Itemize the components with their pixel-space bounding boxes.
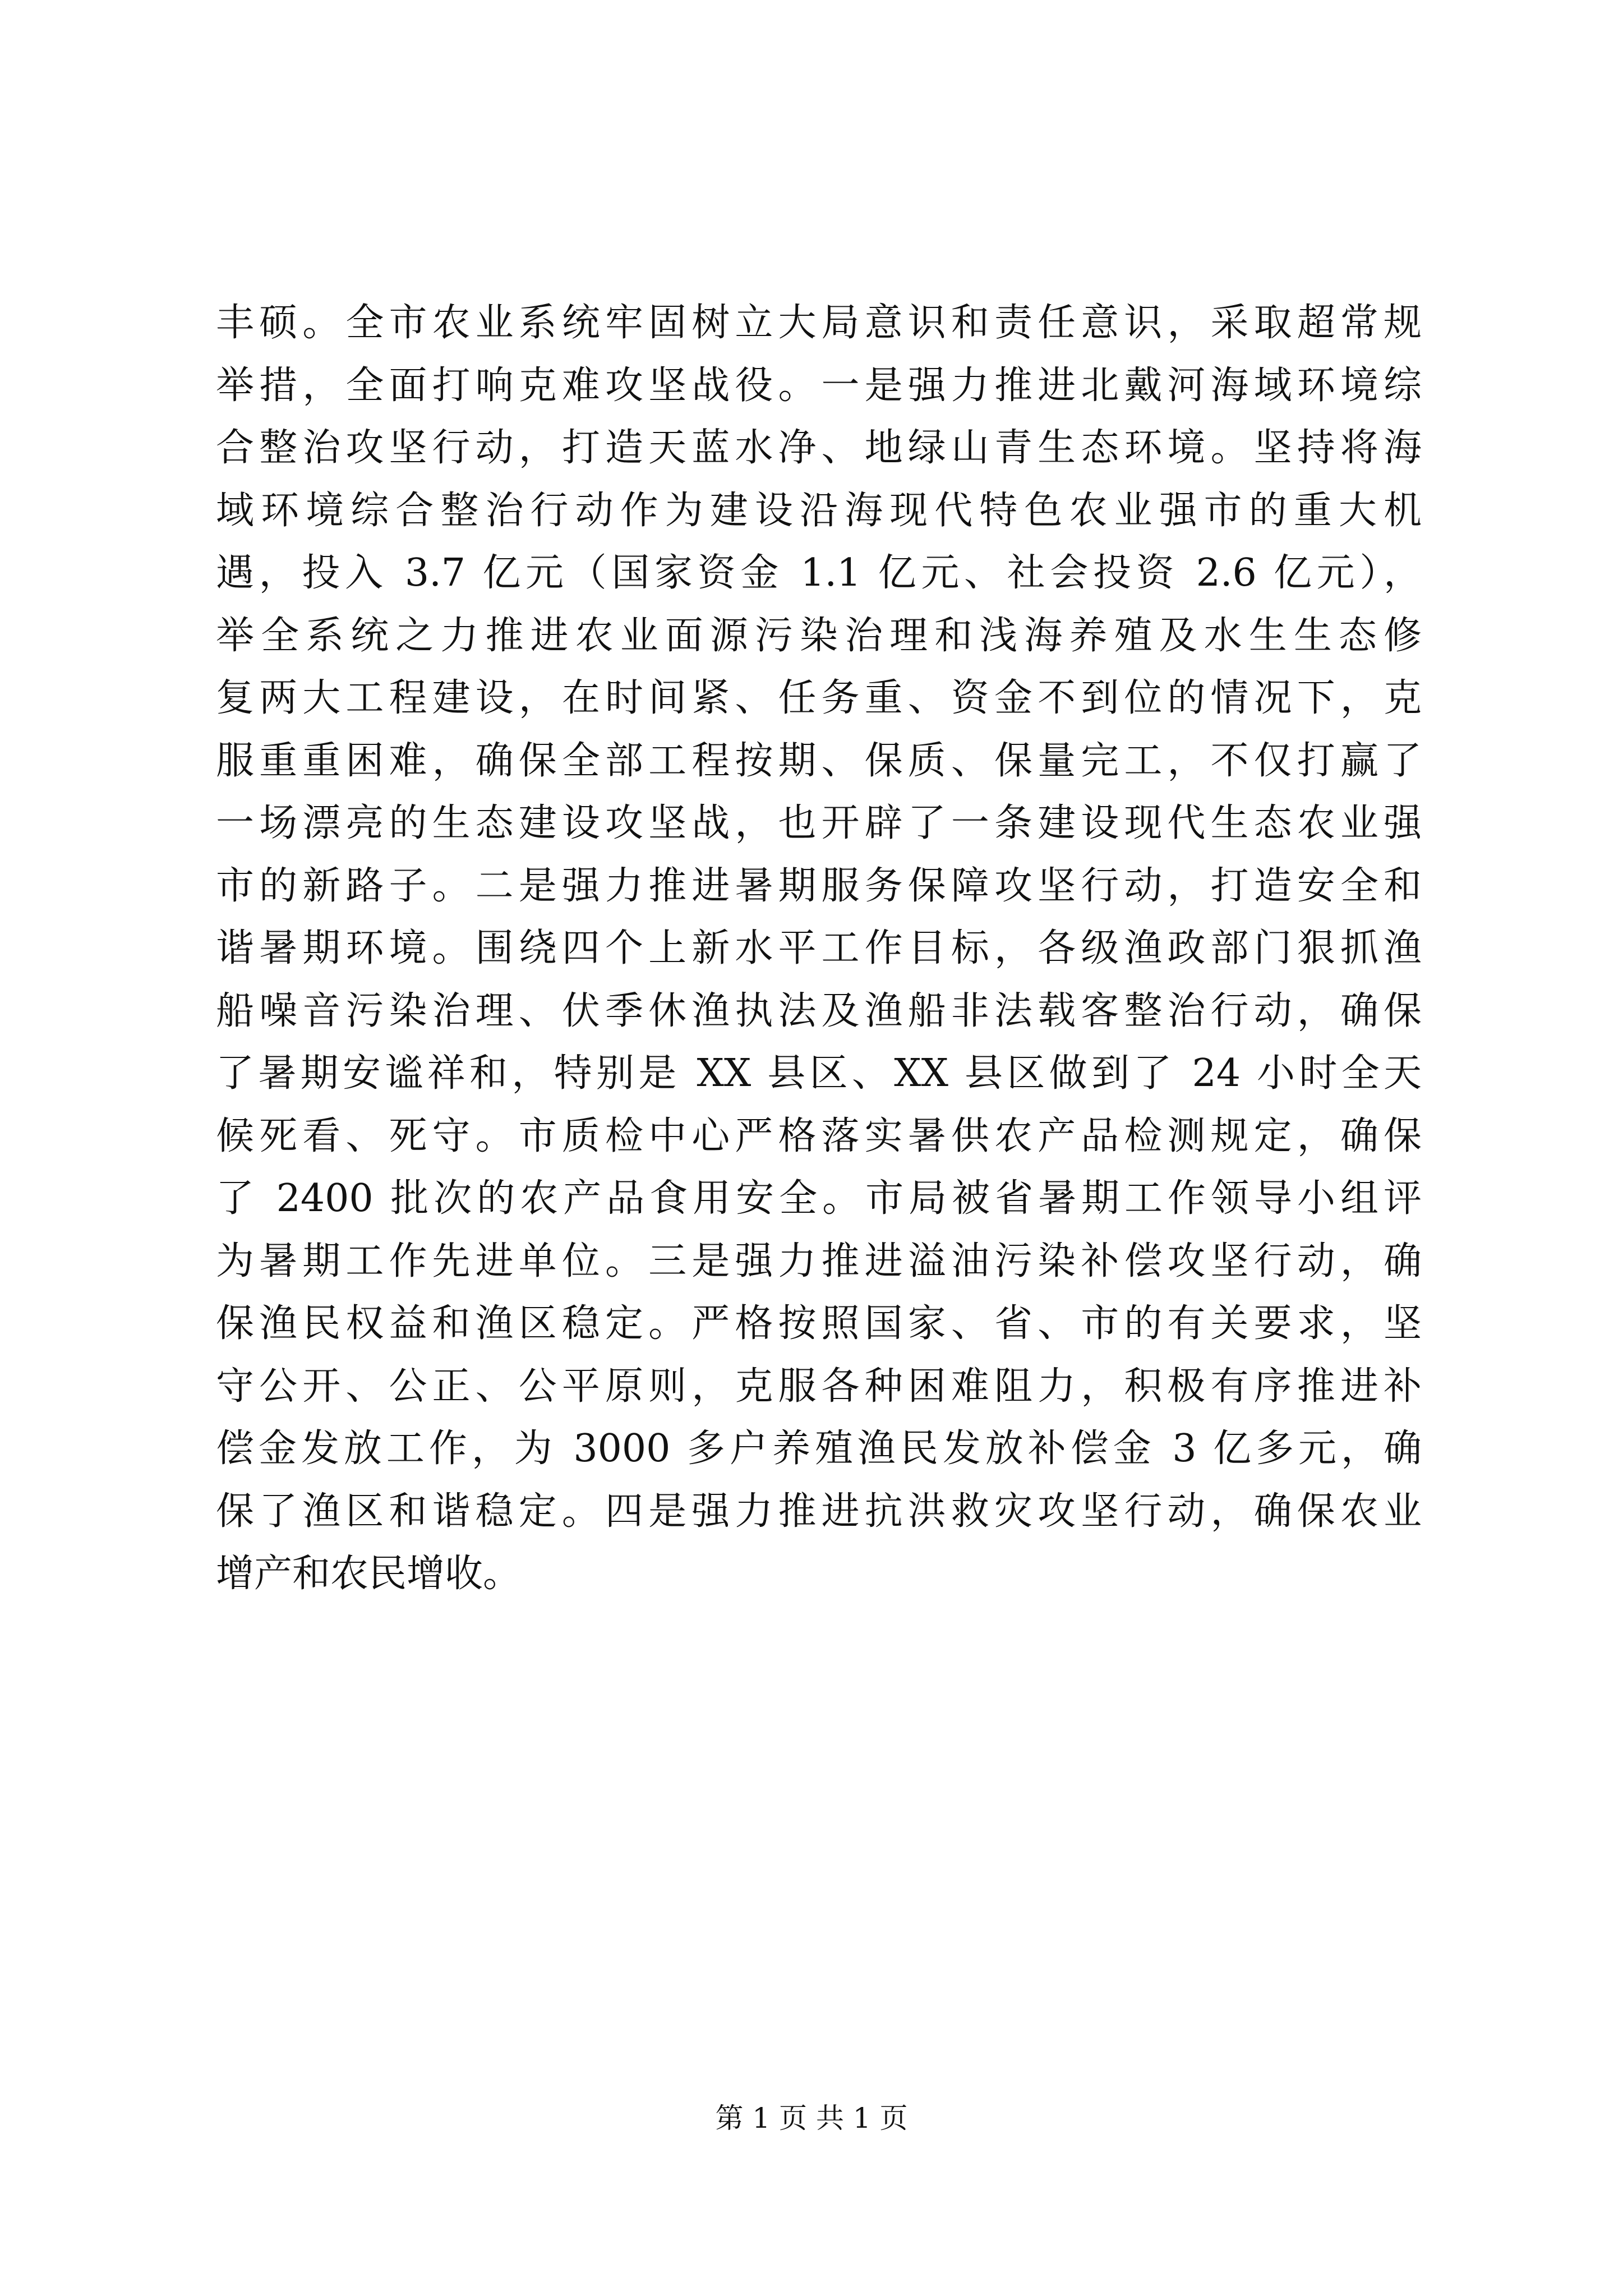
text-line: 复两大工程建设，在时间紧、任务重、资金不到位的情况下，克: [216, 676, 1422, 720]
text-line: 举措，全面打响克难攻坚战役。一是强力推进北戴河海域环境综: [216, 363, 1422, 408]
text-line: 保了渔区和谐稳定。四是强力推进抗洪救灾攻坚行动，确保农业: [216, 1489, 1422, 1534]
text-line: 候死看、死守。市质检中心严格落实暑供农产品检测规定，确保: [216, 1114, 1422, 1158]
text-line: 域环境综合整治行动作为建设沿海现代特色农业强市的重大机: [216, 488, 1422, 533]
body-paragraph: [216, 292, 1422, 1605]
text-line: 了暑期安谧祥和，特别是 XX 县区、XX 县区做到了 24 小时全天: [216, 1051, 1422, 1096]
text-line: 服重重困难，确保全部工程按期、保质、保量完工，不仅打赢了: [216, 738, 1422, 783]
text-line: 举全系统之力推进农业面源污染治理和浅海养殖及水生生态修: [216, 613, 1422, 658]
text-line: 保渔民权益和渔区稳定。严格按照国家、省、市的有关要求，坚: [216, 1301, 1422, 1346]
text-line: 市的新路子。二是强力推进暑期服务保障攻坚行动，打造安全和: [216, 863, 1422, 908]
text-line: 丰硕。全市农业系统牢固树立大局意识和责任意识，采取超常规: [216, 301, 1422, 345]
text-line: 合整治攻坚行动，打造天蓝水净、地绿山青生态环境。坚持将海: [216, 426, 1422, 470]
text-line: 增产和农民增收。: [216, 1552, 522, 1596]
page-number-footer: 第 1 页 共 1 页: [715, 2102, 908, 2134]
text-line: 守公开、公正、公平原则，克服各种困难阻力，积极有序推进补: [216, 1364, 1422, 1409]
text-line: 偿金发放工作，为 3000 多户养殖渔民发放补偿金 3 亿多元，确: [216, 1427, 1422, 1471]
text-line: 船噪音污染治理、伏季休渔执法及渔船非法载客整治行动，确保: [216, 988, 1422, 1033]
text-line: 一场漂亮的生态建设攻坚战，也开辟了一条建设现代生态农业强: [216, 801, 1422, 845]
text-line: 遇，投入 3.7 亿元（国家资金 1.1 亿元、社会投资 2.6 亿元），: [216, 551, 1422, 595]
text-line: 谐暑期环境。围绕四个上新水平工作目标，各级渔政部门狠抓渔: [216, 926, 1422, 970]
text-line: 了 2400 批次的农产品食用安全。市局被省暑期工作领导小组评: [216, 1176, 1422, 1221]
text-line: 为暑期工作先进单位。三是强力推进溢油污染补偿攻坚行动，确: [216, 1239, 1422, 1283]
